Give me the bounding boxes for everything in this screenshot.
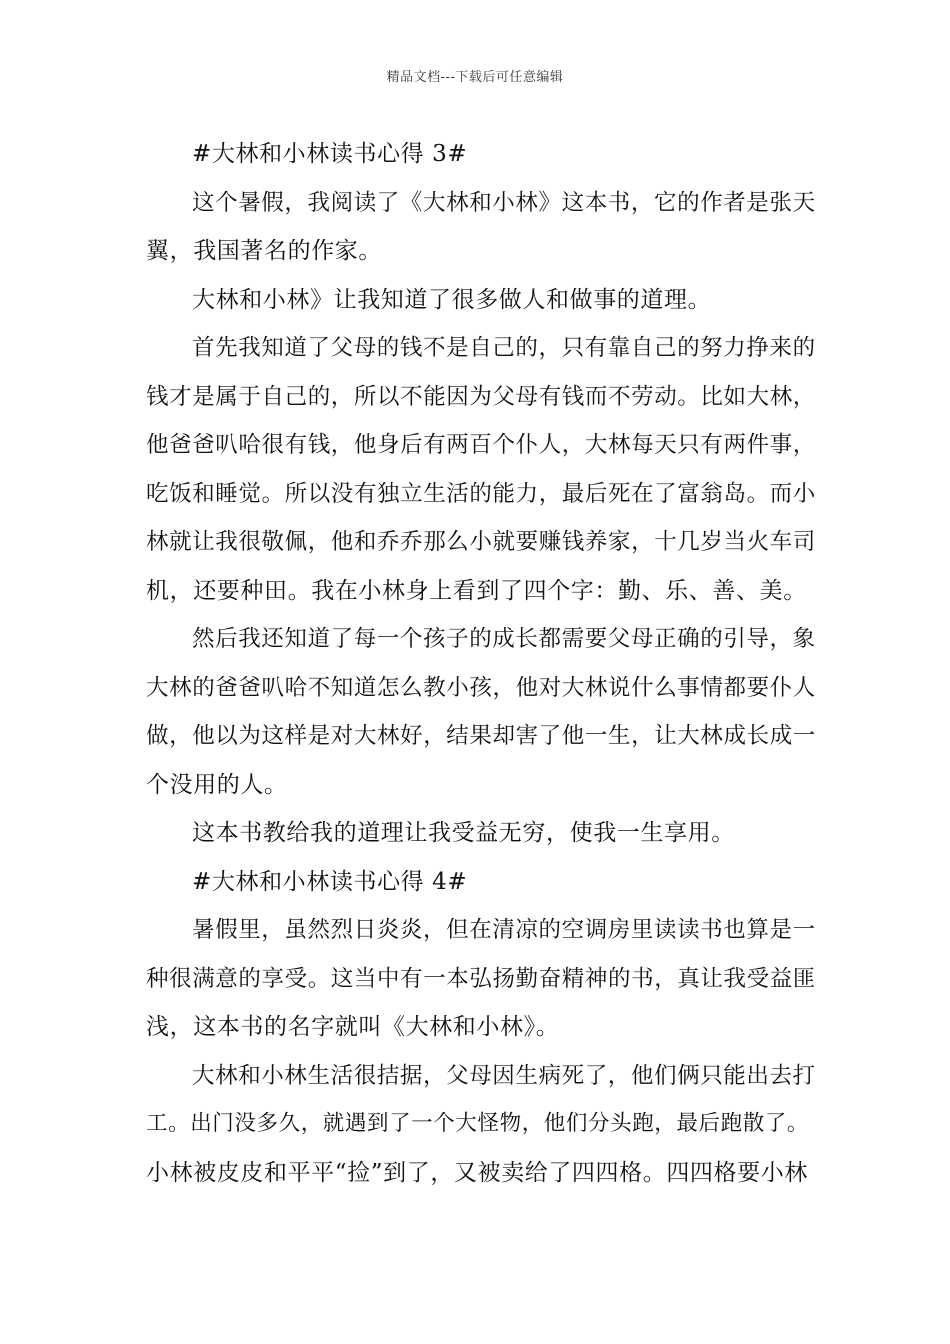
text-line: 暑假里，虽然烈日炎炎，但在清凉的空调房里读读书也算是一	[192, 917, 816, 943]
text-line: 然后我还知道了每一个孩子的成长都需要父母正确的引导，象	[192, 626, 816, 652]
text-line: 这个暑假，我阅读了《大林和小林》这本书，它的作者是张天	[192, 189, 816, 216]
text-line: 浅，这本书的名字就叫《大林和小林》。	[146, 1014, 560, 1040]
text-line: 钱才是属于自己的，所以不能因为父母有钱而不劳动。比如大林，	[146, 383, 816, 410]
text-line: 做，他以为这样是对大林好，结果却害了他一生，让大林成长成一	[146, 723, 816, 749]
text-line: 大林的爸爸叭哈不知道怎么教小孩，他对大林说什么事情都要仆人	[146, 674, 816, 701]
page-header: 精品文档---下载后可任意编辑	[386, 70, 564, 85]
text-line: 他爸爸叭哈很有钱，他身后有两百个仆人，大林每天只有两件事，	[146, 432, 816, 458]
text-line: 吃饭和睡觉。所以没有独立生活的能力，最后死在了富翁岛。而小	[146, 480, 816, 507]
document-body	[146, 130, 818, 1197]
text-line: 这本书教给我的道理让我受益无穷，使我一生享用。	[192, 820, 735, 846]
text-line: 种很满意的享受。这当中有一本弘扬勤奋精神的书，真让我受益匪	[146, 965, 816, 992]
text-line: 林就让我很敬佩，他和乔乔那么小就要赚钱养家，十几岁当火车司	[146, 529, 816, 555]
text-line: 大林和小林生活很拮据，父母因生病死了，他们俩只能出去打	[192, 1062, 816, 1089]
text-line: #大林和小林读书心得 3#	[192, 141, 468, 167]
text-line: 工。出门没多久，就遇到了一个大怪物，他们分头跑，最后跑散了。	[146, 1111, 810, 1136]
text-line: 翼，我国著名的作家。	[146, 238, 382, 264]
text-line: 个没用的人。	[146, 771, 288, 798]
text-line: 大林和小林》让我知道了很多做人和做事的道理。	[192, 286, 712, 313]
text-line: 小林被皮皮和平平“捡”到了，又被卖给了四四格。四四格要小林	[146, 1159, 808, 1186]
text-line: 机，还要种田。我在小林身上看到了四个字：勤、乐、善、美。	[146, 577, 807, 604]
text-line: #大林和小林读书心得 4#	[192, 868, 468, 895]
text-line: 首先我知道了父母的钱不是自己的，只有靠自己的努力挣来的	[192, 335, 816, 361]
